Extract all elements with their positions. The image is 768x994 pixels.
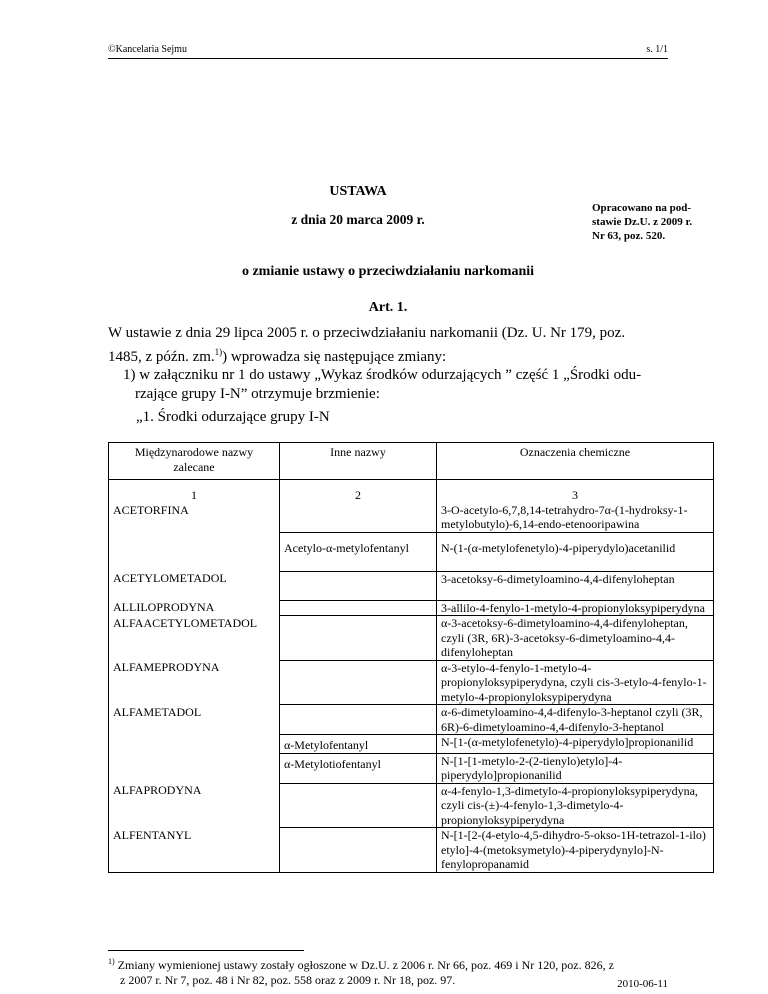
table-row [109,828,714,873]
table-row [109,532,714,571]
footnote [108,954,668,988]
footnote-line: z 2007 r. Nr 7, poz. 48 i Nr 82, poz. 558 oraz z 2009 r. Nr 18, poz. 97. [120,973,456,987]
column-number: 1 [109,480,280,503]
source-note-line: Opracowano na pod- [592,202,692,214]
name-cell [109,753,280,783]
footnote-line [108,954,668,973]
article-heading: Art. 1. [368,300,408,315]
other-name-cell [280,783,437,828]
footnote-rule [108,950,304,951]
name-cell: ALLILOPRODYNA [109,600,280,616]
chemical-cell: N-[1-[1-metylo-2-(2-tienylo)etylo]-4-piperydylo]propionanilid [437,753,714,783]
chemical-cell: 3-acetoksy-6-dimetyloamino-4,4-difenyloheptan [437,571,714,600]
other-name-cell: α-Metylotiofentanyl [280,753,437,783]
name-cell: ACETORFINA [109,503,280,533]
table-row [109,753,714,783]
chemical-cell: α-6-dimetyloamino-4,4-difenylo-3-heptanol czyli (3R, 6R)-6-dimetyloamino-4,4-difenylo-3-heptanol [437,705,714,735]
header-right: s. 1/1 [646,44,668,55]
list-title: „1. Środki odurzające grupy I-N [136,409,330,425]
other-name-cell: α-Metylofentanyl [280,735,437,754]
header-cell: Oznaczenia chemiczne [437,443,714,480]
table-row [109,503,714,533]
table-row [109,783,714,828]
source-note-line: Nr 63, poz. 520. [592,230,666,242]
name-cell: ALFENTANYL [109,828,280,873]
document-date: z dnia 20 marca 2009 r. [291,212,425,227]
substances-table [108,442,714,873]
source-note-line: stawie Dz.U. z 2009 r. [592,216,693,228]
intro-text-end: ) wprowadza się następujące zmiany: [222,349,447,365]
column-number: 3 [437,480,714,503]
source-note [592,201,762,243]
name-cell: ALFAMEPRODYNA [109,660,280,705]
footer-date: 2010-06-11 [617,978,668,990]
article-intro [108,324,708,367]
table-header-row [109,443,714,480]
table-row [109,660,714,705]
other-name-cell [280,705,437,735]
footnote-ref: 1) [214,347,223,357]
point-1 [123,366,693,404]
table-row [109,571,714,600]
document-subject: o zmianie ustawy o przeciwdziałaniu narkomanii [241,264,535,279]
point-1-line: 1) w załączniku nr 1 do ustawy „Wykaz środków odurzających ” część 1 „Środki odu- [123,367,642,383]
footnote-text: Zmiany wymienionej ustawy zostały ogłoszone w Dz.U. z 2006 r. Nr 66, poz. 469 i Nr 120, poz. 826, z [117,958,614,972]
chemical-cell: N-[1-(α-metylofenetylo)-4-piperydylo]propionanilid [437,735,714,754]
other-name-cell [280,660,437,705]
chemical-cell: α-4-fenylo-1,3-dimetylo-4-propionyloksypiperydyna, czyli cis-(±)-4-fenylo-1,3-dimetylo-4-propionyloksypiperydyna [437,783,714,828]
chemical-cell: 3-O-acetylo-6,7,8,14-tetrahydro-7α-(1-hydroksy-1-metylobutylo)-6,14-endo-etenooripawina [437,503,714,533]
name-cell: ACETYLOMETADOL [109,571,280,600]
name-cell [109,735,280,754]
document-kind: USTAWA [329,184,387,199]
name-cell: ALFAACETYLOMETADOL [109,616,280,661]
table-row [109,616,714,661]
intro-line [108,343,708,367]
name-cell [109,532,280,571]
table-row [109,600,714,616]
footnote-mark: 1) [108,957,115,966]
other-name-cell [280,600,437,616]
table-row [109,735,714,754]
other-name-cell [280,503,437,533]
other-name-cell [280,616,437,661]
chemical-cell: α-3-acetoksy-6-dimetyloamino-4,4-difenyloheptan, czyli (3R, 6R)-3-acetoksy-6-dimetyloamino-4,4-difenyloheptan [437,616,714,661]
table-row [109,705,714,735]
table-number-row [109,480,714,503]
header-cell: Międzynarodowe nazwy zalecane [109,443,280,480]
chemical-cell: α-3-etylo-4-fenylo-1-metylo-4-propionyloksypiperydyna, czyli cis-3-etylo-4-fenylo-1-metylo-4-propionyloksypiperydyna [437,660,714,705]
chemical-cell: 3-allilo-4-fenylo-1-metylo-4-propionyloksypiperydyna [437,600,714,616]
header-cell: Inne nazwy [280,443,437,480]
intro-line: W ustawie z dnia 29 lipca 2005 r. o przeciwdziałaniu narkomanii (Dz. U. Nr 179, poz. [108,325,626,341]
header-rule [108,58,668,59]
name-cell: ALFAPRODYNA [109,783,280,828]
name-cell: ALFAMETADOL [109,705,280,735]
chemical-cell: N-[1-[2-(4-etylo-4,5-dihydro-5-okso-1H-tetrazol-1-ilo) etylo]-4-(metoksymetylo)-4-piperydynylo]-N-fenylopropanamid [437,828,714,873]
other-name-cell [280,828,437,873]
column-number: 2 [280,480,437,503]
other-name-cell: Acetylo-α-metylofentanyl [280,532,437,571]
intro-text: 1485, z późn. zm. [108,349,215,365]
header-left: ©Kancelaria Sejmu [108,44,187,55]
other-name-cell [280,571,437,600]
chemical-cell: N-(1-(α-metylofenetylo)-4-piperydylo)acetanilid [437,532,714,571]
point-1-line: rzające grupy I-N” otrzymuje brzmienie: [135,386,380,402]
